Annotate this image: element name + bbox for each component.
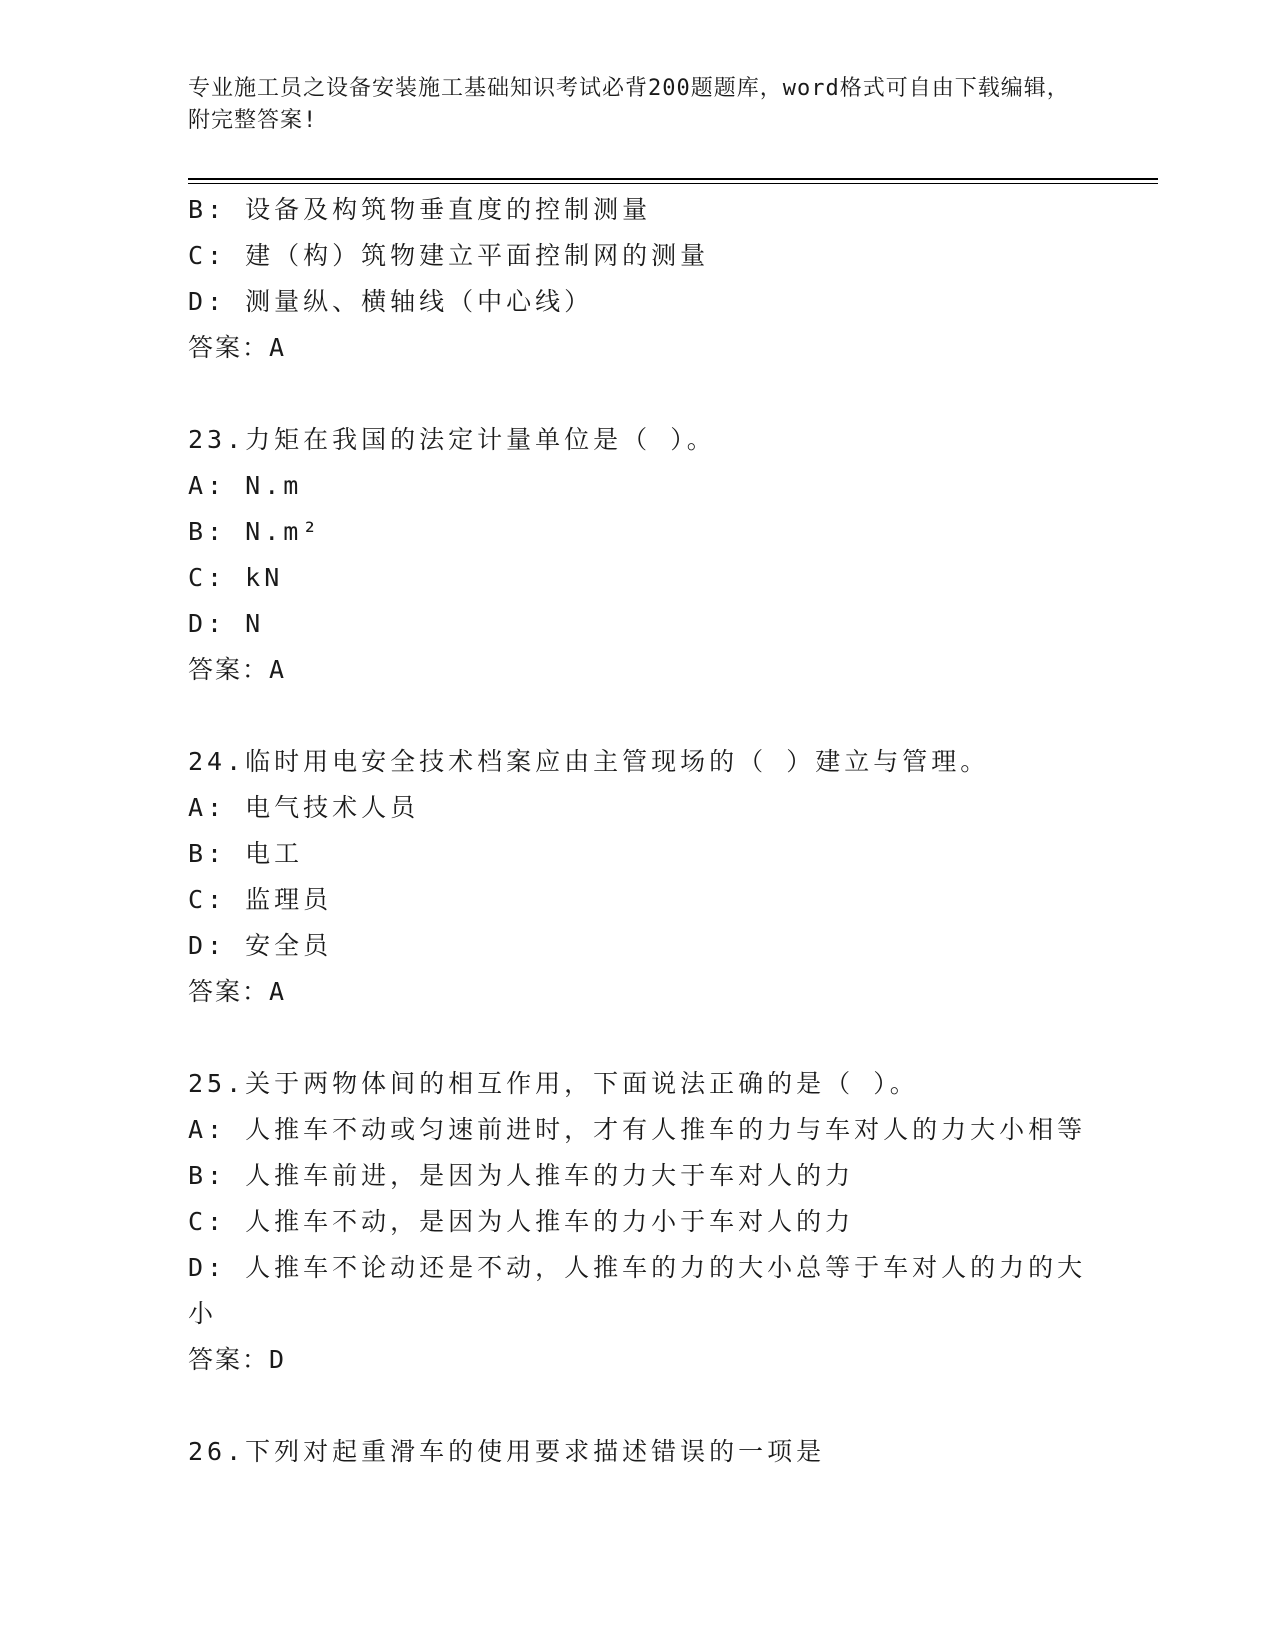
option-c: C: 建（构）筑物建立平面控制网的测量: [188, 241, 710, 270]
option-d: D: 人推车不论动还是不动，人推车的力的大小总等于车对人的力的大小: [188, 1253, 1087, 1328]
option-b: B: 设备及构筑物垂直度的控制测量: [188, 195, 652, 224]
header-rule-thin: [188, 183, 1158, 184]
answer-label: 答案：D: [188, 1345, 287, 1374]
option-b: B: 人推车前进，是因为人推车的力大于车对人的力: [188, 1161, 855, 1190]
header-rule: [188, 178, 1158, 180]
answer-label: 答案：A: [188, 333, 287, 362]
option-a: A: 人推车不动或匀速前进时，才有人推车的力与车对人的力大小相等: [188, 1115, 1087, 1144]
option-d: D: 测量纵、横轴线（中心线）: [188, 287, 594, 316]
question-stem: 26.下列对起重滑车的使用要求描述错误的一项是: [188, 1437, 826, 1466]
option-d: D: 安全员: [188, 931, 333, 960]
answer-label: 答案：A: [188, 655, 287, 684]
option-a: A: N.m: [188, 471, 303, 500]
option-d: D: N: [188, 609, 265, 638]
option-c: C: kN: [188, 563, 284, 592]
document-header: 专业施工员之设备安装施工基础知识考试必背200题题库，word格式可自由下载编辑，附完整答案!: [188, 76, 1070, 133]
option-a: A: 电气技术人员: [188, 793, 420, 822]
option-c: C: 监理员: [188, 885, 333, 914]
question-list: [188, 187, 1088, 1475]
option-b: B: N.m²: [188, 517, 322, 546]
answer-label: 答案：A: [188, 977, 287, 1006]
question-stem: 25.关于两物体间的相互作用，下面说法正确的是（ ）。: [188, 1069, 919, 1098]
option-c: C: 人推车不动，是因为人推车的力小于车对人的力: [188, 1207, 855, 1236]
question-stem: 24.临时用电安全技术档案应由主管现场的（ ）建立与管理。: [188, 747, 990, 776]
option-b: B: 电工: [188, 839, 304, 868]
question-stem: 23.力矩在我国的法定计量单位是（ ）。: [188, 425, 716, 454]
